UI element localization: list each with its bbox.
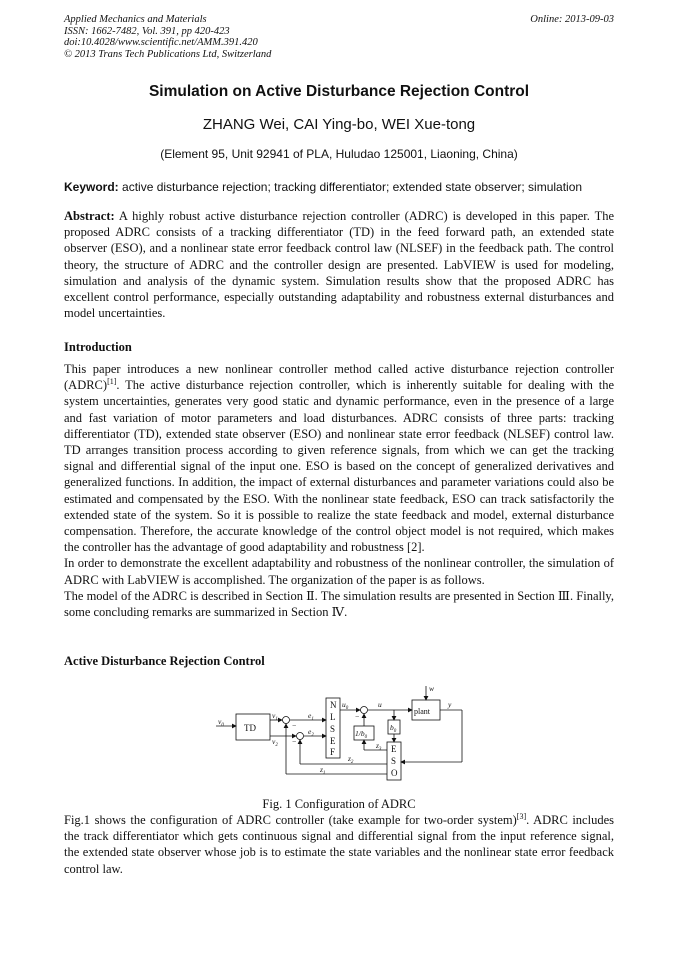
keywords-label: Keyword: (64, 180, 119, 194)
abstract (64, 208, 614, 321)
eso-letter-o: O (391, 768, 398, 778)
intro-p3: The model of the ADRC is described in Section Ⅱ. The simulation results are presented in Section Ⅲ. Finally, some concluding remarks are summarized in Section Ⅳ. (64, 588, 614, 620)
plant-label: plant (414, 707, 430, 716)
adrc-block-diagram (200, 680, 480, 790)
doi-line: doi:10.4028/www.scientific.net/AMM.391.420 (64, 37, 258, 48)
online-date: Online: 2013-09-03 (530, 14, 614, 25)
nlsef-letter-n: N (330, 700, 337, 710)
y-label: y (448, 700, 452, 709)
e2-label: $e_2$ (308, 727, 314, 738)
introduction-heading: Introduction (64, 340, 132, 354)
introduction-body (64, 361, 614, 620)
sum-junction-e2 (297, 733, 304, 740)
v2-label: $v_2$ (272, 737, 278, 748)
minus-sign-1: − (292, 721, 297, 730)
journal-header (64, 14, 271, 60)
b0-label: $b_0$ (390, 723, 397, 734)
td-label: TD (244, 723, 256, 733)
u-label: u (378, 700, 382, 709)
intro-p1-b: . The active disturbance rejection controller, which is inherently suitable for dealing with the system uncertainties, generates very good static and dynamic performance, even in the presence of a large and fast variation of motor parameters and load disturbances. ADRC consists of three parts: tracking differentiator (TD), extended state observer (ESO) and nonlinear state error feedback (NLSEF) control law. TD arranges transition process according to given reference signals, from which we can get the tracking signal and differential signal of the input one. ESO is based on the concept of generalized derivatives and generalized functions. In addition, the impact of external disturbances and parameter variations could also be estimated and compensated by the ESO. With the nonlinear state feedback, ESO can track satisfactorily the extended state of the system. So it is possible to realize the state feedback and model, external disturbance compensation. Therefore, the accurate knowledge of the control object model is not required, which makes the controller has the advantage of good adaptability and robustness [2]. (64, 378, 614, 555)
minus-sign-3: − (355, 712, 360, 721)
nlsef-letter-e: E (330, 736, 336, 746)
adrc-heading: Active Disturbance Rejection Control (64, 654, 265, 668)
intro-ref-1: [1] (107, 377, 117, 387)
nlsef-letter-s: S (330, 724, 336, 734)
adrc-ref-3: [3] (516, 811, 527, 821)
intro-p1-a: This paper introduces a new nonlinear controller method called active disturbance rejection controller (ADRC) (64, 362, 614, 393)
adrc-body (64, 812, 614, 877)
affiliation: (Element 95, Unit 92941 of PLA, Huludao 125001, Liaoning, China) (160, 147, 518, 161)
sum-junction-e1 (283, 717, 290, 724)
paper-title: Simulation on Active Disturbance Rejection Control (148, 83, 530, 100)
e1-label: $e_1$ (308, 711, 314, 722)
u0-label: $u_0$ (342, 700, 349, 711)
abstract-label: Abstract: (64, 209, 115, 223)
author-list: ZHANG Wei, CAI Ying-bo, WEI Xue-tong (202, 116, 476, 133)
sum-junction-u (361, 707, 368, 714)
v1-label: $v_1$ (272, 711, 278, 722)
nlsef-letter-l: L (330, 712, 336, 722)
adrc-p1-b: . ADRC includes the track differentiator which gets continuous signal and differential signal from the input reference signal, the extended state observer whose job is to estimate the state variables and the nonlinear state error feedback control law. (64, 813, 614, 876)
eso-letter-s: S (391, 756, 397, 766)
z3-label: $z_3$ (376, 741, 382, 752)
eso-letter-e: E (391, 744, 397, 754)
keywords (64, 180, 614, 194)
intro-p2: In order to demonstrate the excellent adaptability and robustness of the nonlinear controller, the simulation of ADRC with LabVIEW is accomplished. The organization of the paper is as follows. (64, 556, 614, 587)
copyright-line: © 2013 Trans Tech Publications Ltd, Switzerland (64, 48, 272, 60)
keywords-text: active disturbance rejection; tracking differentiator; extended state observer; simulation (122, 180, 583, 194)
abstract-text: A highly robust active disturbance rejection controller (ADRC) is developed in this paper. The proposed ADRC consists of a tracking differentiator (TD) in the feed forward path, an extended state observer (ESO), and a nonlinear state error feedback control law (NLSEF) in the feedback path. The control theory, the structure of ADRC and the controller design are presented. LabVIEW is used for modeling, simulation and analysis of the dynamic system. Simulation results show that the proposed ADRC has excellent control performance, especially outstanding adaptability and robustness external disturbances and model uncertainties. (64, 209, 615, 321)
z1-label: $z_1$ (320, 765, 326, 776)
nlsef-letter-f: F (330, 747, 336, 757)
w-label: w (429, 684, 435, 693)
adrc-p1-a: Fig.1 shows the configuration of ADRC controller (take example for two-order system) (64, 813, 517, 827)
inv-b0-label: $1/b_0$ (355, 729, 368, 740)
v0-label: $v_0$ (218, 717, 224, 728)
minus-sign-2: − (292, 737, 297, 746)
z2-label: $z_2$ (348, 754, 354, 765)
issn-line: ISSN: 1662-7482, Vol. 391, pp 420-423 (64, 25, 230, 37)
journal-name: Applied Mechanics and Materials (64, 14, 207, 25)
figure-caption: Fig. 1 Configuration of ADRC (262, 797, 416, 811)
